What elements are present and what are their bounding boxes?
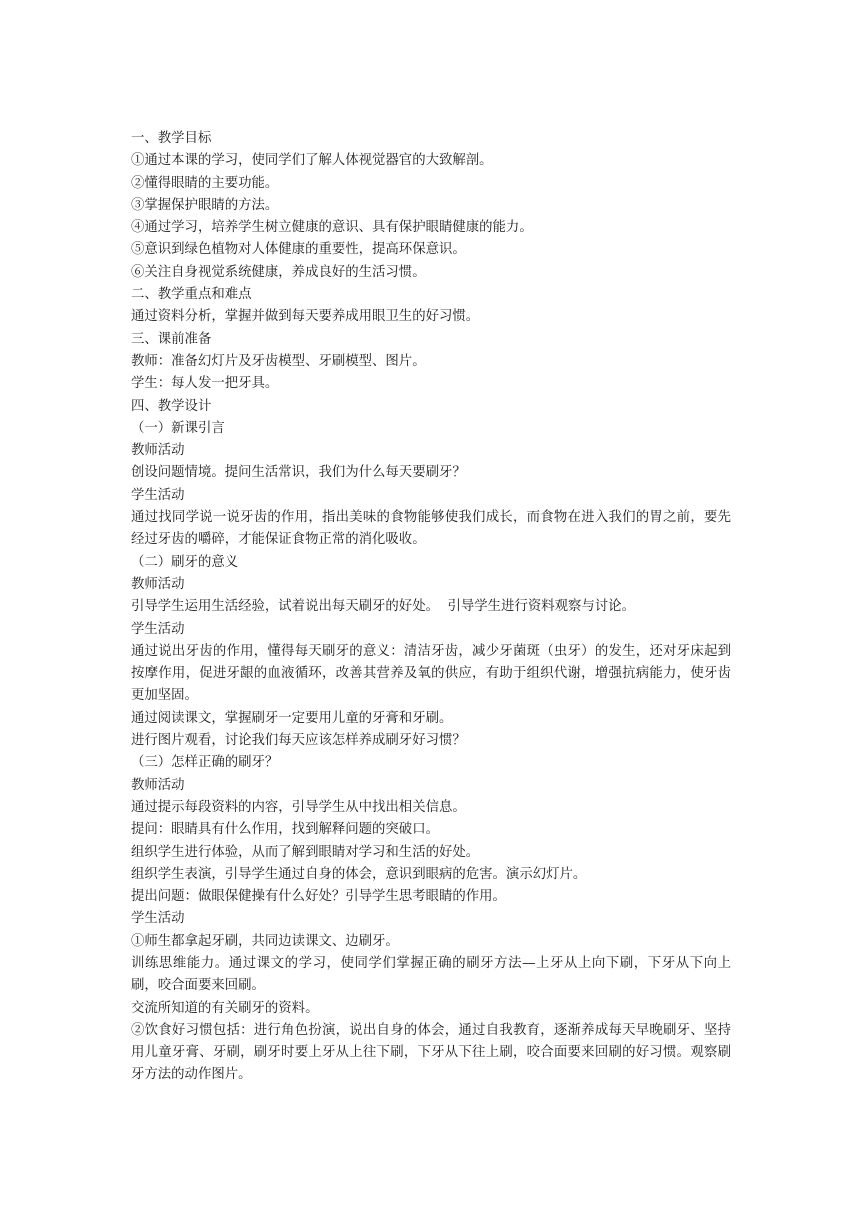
paragraph: 通过说出牙齿的作用，懂得每天刷牙的意义：清洁牙齿，减少牙菌斑（虫牙）的发生，还对牙床起到按摩作用，促进牙龈的血液循环，改善其营养及氧的供应，有助于组织代谢，增强抗病能力，使牙齿更加坚固。 [131,643,731,704]
activity-label: 教师活动 [131,777,185,793]
subsection-heading: （三）怎样正确的刷牙？ [131,755,279,771]
paragraph: 通过阅读课文，掌握刷牙一定要用儿童的牙膏和牙刷。 [131,710,453,726]
section-heading-key-points: 二、教学重点和难点 [131,287,252,303]
activity-label: 教师活动 [131,576,185,592]
paragraph: 通过资料分析，掌握并做到每天要养成用眼卫生的好习惯。 [131,309,480,325]
paragraph: 组织学生进行体验，从而了解到眼睛对学习和生活的好处。 [131,844,480,860]
paragraph: 训练思维能力。通过课文的学习，使同学们掌握正确的刷牙方法—上牙从上向下刷，下牙从下向上刷，咬合面要来回刷。 [131,955,731,994]
paragraph: 提出问题：做眼保健操有什么好处？引导学生思考眼睛的作用。 [131,889,506,905]
paragraph: 通过找同学说一说牙齿的作用，指出美味的食物能够使我们成长，而食物在进入我们的胃之前，要先经过牙齿的嚼碎，才能保证食物正常的消化吸收。 [131,510,731,548]
activity-label: 学生活动 [131,487,185,503]
section-heading-design: 四、教学设计 [131,398,212,414]
paragraph: 提问：眼睛具有什么作用，找到解释问题的突破口。 [131,822,439,838]
paragraph: 教师：准备幻灯片及牙齿模型、牙刷模型、图片。 [131,353,426,369]
document-body [131,128,731,1087]
section-heading-objectives: 一、教学目标 [131,131,212,146]
activity-label: 教师活动 [131,443,185,459]
paragraph: 交流所知道的有关刷牙的资料。 [131,1000,319,1016]
paragraph: 引导学生运用生活经验，试着说出每天刷牙的好处。 引导学生进行资料观察与讨论。 [131,599,635,615]
objective-item-3: ③掌握保护眼睛的方法。 [131,197,279,213]
subsection-heading: （一）新课引言 [131,420,225,436]
activity-label: 学生活动 [131,621,185,637]
objective-item-4: ④通过学习，培养学生树立健康的意识、具有保护眼睛健康的能力。 [131,220,533,236]
objective-item-6: ⑥关注自身视觉系统健康，养成良好的生活习惯。 [131,264,426,280]
objective-item-2: ②懂得眼睛的主要功能。 [131,175,279,191]
objective-item-1: ①通过本课的学习，使同学们了解人体视觉器官的大致解剖。 [131,153,493,169]
activity-label: 学生活动 [131,911,185,927]
paragraph: 组织学生表演，引导学生通过自身的体会，意识到眼病的危害。演示幻灯片。 [131,866,587,882]
subsection-heading: （二）刷牙的意义 [131,554,239,570]
section-heading-preparation: 三、课前准备 [131,331,212,347]
paragraph: 创设问题情境。提问生活常识，我们为什么每天要刷牙？ [131,465,466,481]
paragraph: 学生：每人发一把牙具。 [131,376,279,392]
paragraph: ②饮食好习惯包括：进行角色扮演，说出自身的体会，通过自我教育，逐渐养成每天早晚刷牙、坚持用儿童牙膏、牙刷，刷牙时要上牙从上往下刷，下牙从下往上刷，咬合面要来回刷的好习惯。观察刷牙方法的动作图片。 [131,1022,731,1083]
paragraph: 通过提示每段资料的内容，引导学生从中找出相关信息。 [131,799,466,815]
paragraph: 进行图片观看，讨论我们每天应该怎样养成刷牙好习惯？ [131,733,466,749]
objective-item-5: ⑤意识到绿色植物对人体健康的重要性，提高环保意识。 [131,242,466,258]
paragraph: ①师生都拿起牙刷，共同边读课文、边刷牙。 [131,933,399,949]
